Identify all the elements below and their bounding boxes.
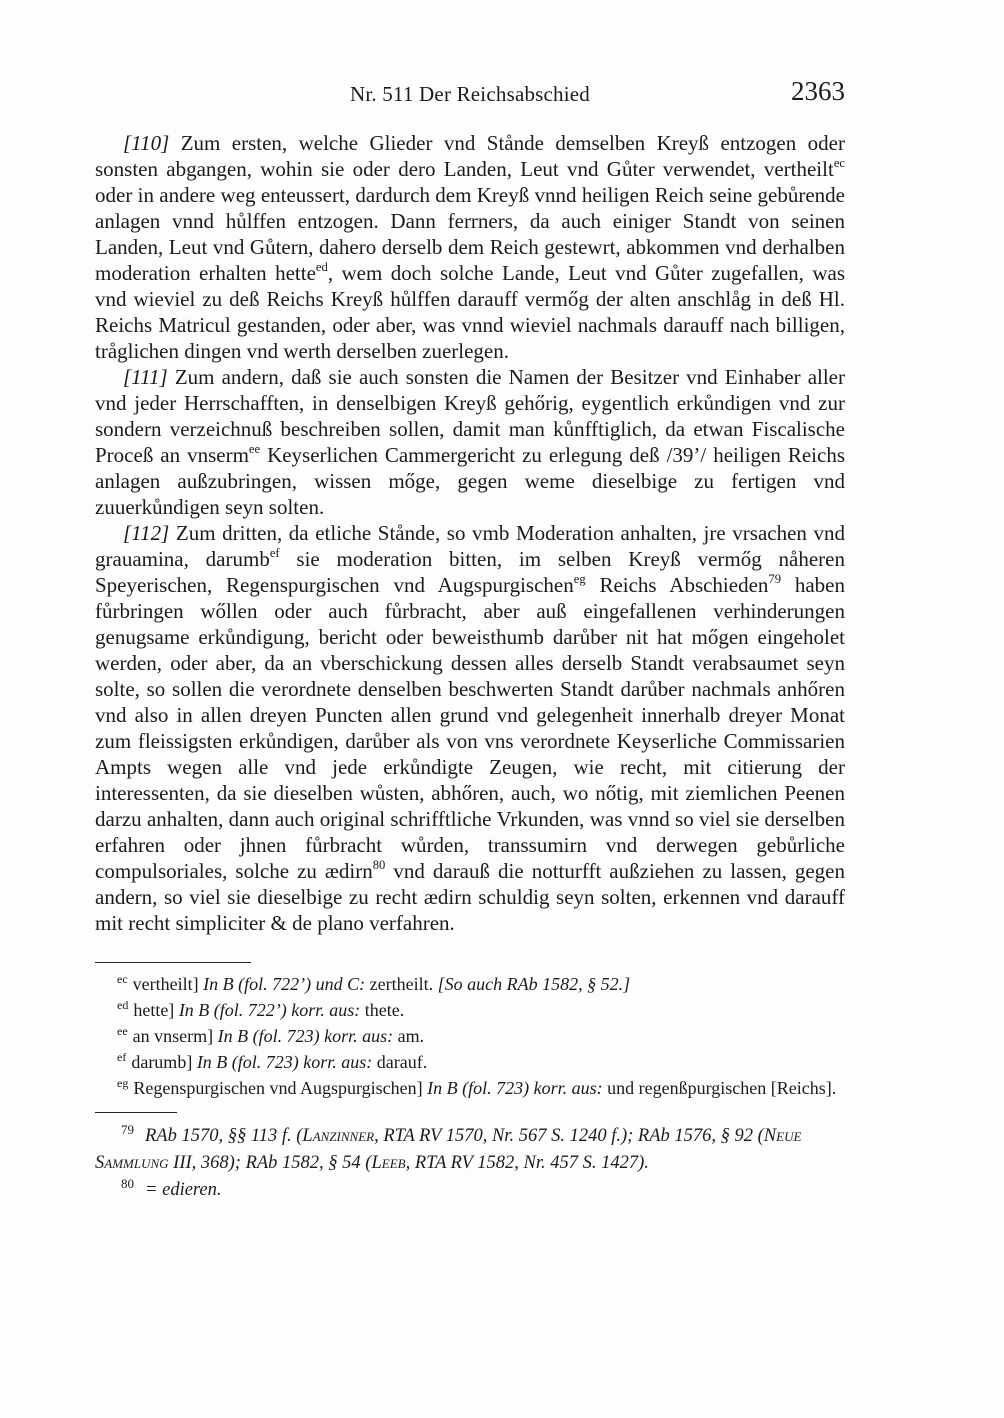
page-number: 2363: [791, 76, 845, 106]
body-text: [95, 130, 845, 936]
paragraph-110: [110] Zum ersten, welche Glieder vnd Stånde demselben Kreyß entzogen oder sonsten abgangen, wohin sie oder dero Landen, Leut vnd Gůter verwendet, vertheilt$^{ec}$ oder in andere weg enteussert, dardurch dem Kreyß vnnd heiligen Reich seine gebůrende anlagen vnnd hůlffen entzogen. Dann ferrners, da auch einiger Standt von seinen Landen, Leut vnd Gůtern, dahero derselb dem Reich gestewrt, abkommen vnd derhalben moderation erhalten hette$^{ed}$, wem doch solche Lande, Leut vnd Gůter zugefallen, was vnd wieviel zu deß Reichs Kreyß hůlffen darauff vermőg der alten anschlåg in deß Hl. Reichs Matricul gestanden, oder aber, was vnnd wieviel nachmals darauff nach billigen, tråglichen dingen vnd werth derselben zuerlegen.: [95, 131, 845, 363]
footnote-marker: ed: [117, 998, 129, 1012]
paragraph-111: [111] Zum andern, daß sie auch sonsten die Namen der Besitzer vnd Einhaber aller vnd jeder Herrschafften, in denselbigen Kreyß gehőrig, eygentlich erkůndigen vnd zur sondern verzeichnuß beschreiben sollen, damit man kůnfftiglich, da etwan Fiscalische Proceß an vnserm$^{ee}$ Keyserlichen Cammergericht zu erlegung deß /39’/ heiligen Reichs anlagen außzubringen, wissen mőge, gegen weme dieselbige zu fertigen vnd zuuerkůndigen seyn solten.: [95, 365, 845, 519]
running-head: [95, 76, 845, 110]
footnote-marker: 80: [121, 1175, 134, 1191]
apparatus-note-ed: [95, 998, 845, 1022]
paragraph-112: [112] Zum dritten, da etliche Stånde, so vmb Moderation anhalten, jre vrsachen vnd grauamina, darumb$^{ef}$ sie moderation bitten, im selben Kreyß vermőg nåheren Speyerischen, Regenspurgischen vnd Augspurgischen$^{eg}$ Reichs Abschieden$^{79}$ haben fůrbringen wőllen oder auch fůrbracht, aber auß eingefallenen verhinderungen genugsame erkůndigung, bericht oder beweisthumb darůber nit hat mőgen eingeholet werden, oder aber, da an vberschickung dessen alles derselb Standt verabsaumet seyn solte, so sollen die verordnete denselben beschwerten Standt darůber nachmals anhőren vnd also in allen dreyen Puncten allen grund vnd gelegenheit innerhalb dreyer Monat zum fleissigsten erkůndigen, darůber als von vns verordnete Keyserliche Commissarien Ampts wegen alle vnd jede erkůndigte Zeugen, wie recht, mit citierung der interessenten, da sie dieselben wůsten, abhőren, auch, wo nőtig, mit ziemlichen Peenen darzu anhalten, dann auch original schrifftliche Vrkunden, was vnnd so viel sie derselben erfahren oder jhnen fůrbracht wůrden, transsumirn vnd derwegen gebůrliche compulsoriales, solche zu ædirn$^{80}$ vnd darauß die notturfft außziehen zu lassen, gegen andern, so viel sie dieselbige zu recht ædirn schuldig seyn solten, erkennen vnd darauff mit recht simpliciter & de plano verfahren.: [95, 521, 846, 935]
footnote-marker: eg: [117, 1076, 129, 1090]
apparatus-note-text: hette] In B (fol. 722’) korr. aus: thete.: [133, 1000, 405, 1020]
apparatus-note-text: vertheilt] In B (fol. 722’) und C: zertheilt. [So auch RAb 1582, § 52.]: [132, 974, 631, 994]
footnote-80: [95, 1177, 845, 1204]
apparatus-note-eg: [95, 1076, 845, 1100]
footnotes: [95, 1112, 845, 1204]
footnote-79: [95, 1123, 845, 1177]
apparatus-note-text: an vnserm] In B (fol. 723) korr. aus: am.: [132, 1026, 425, 1046]
apparatus-note-ef: [95, 1050, 845, 1074]
footnote-marker: ec: [117, 972, 128, 986]
apparatus-separator-rule: [95, 962, 251, 963]
footnote-marker: ef: [117, 1050, 127, 1064]
footnote-text: RAb 1570, §§ 113 f. (Lanzinner, RTA RV 1570, Nr. 567 S. 1240 f.); RAb 1576, § 92 (Neue Sammlung III, 368); RAb 1582, § 54 (Leeb, RTA RV 1582, Nr. 457 S. 1427).: [95, 1126, 802, 1173]
apparatus-note-text: darumb] In B (fol. 723) korr. aus: darauf.: [131, 1052, 428, 1072]
apparatus-note-ee: [95, 1024, 845, 1048]
footnote-marker: 79: [121, 1121, 134, 1137]
running-header-title: Nr. 511 Der Reichsabschied: [349, 82, 591, 106]
footnote-marker: ee: [117, 1024, 128, 1038]
critical-apparatus: [95, 962, 845, 1100]
footnote-separator-rule: [95, 1112, 177, 1113]
apparatus-note-text: Regenspurgischen vnd Augspurgischen] In B (fol. 723) korr. aus: und regenßpurgischen [Reichs].: [133, 1078, 837, 1098]
footnote-text: = edieren.: [145, 1180, 222, 1200]
apparatus-note-ec: [95, 972, 845, 996]
